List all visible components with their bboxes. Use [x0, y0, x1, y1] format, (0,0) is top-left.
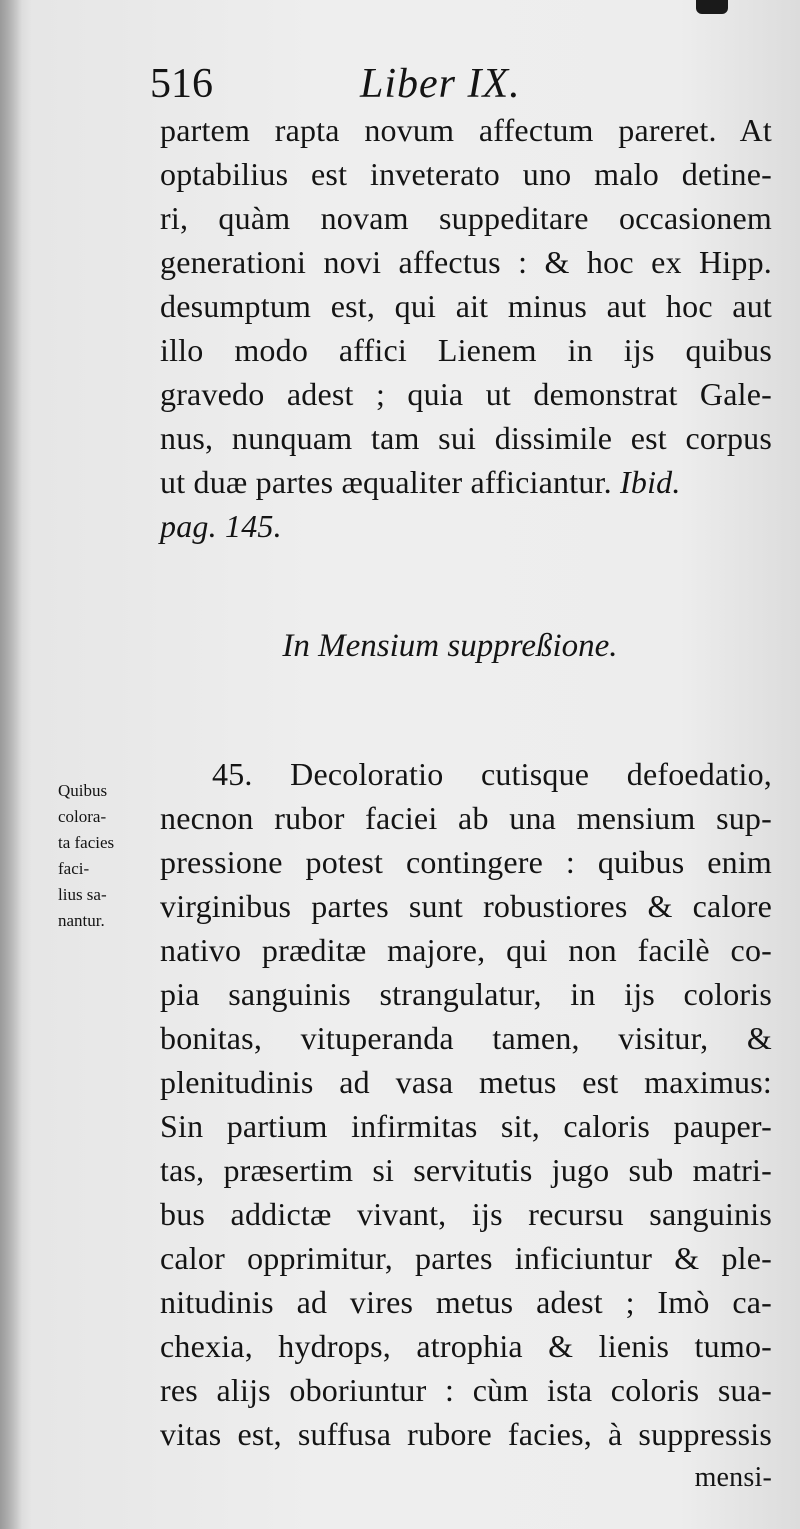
catchword: mensi-: [694, 1462, 772, 1493]
text-line: partem rapta novum affectum pareret. At: [160, 112, 772, 148]
text-line: 45. Decoloratio cutisque defoedatio,: [212, 756, 772, 792]
text-line: [160, 460, 772, 504]
text-line: nitudinis ad vires metus adest ; Imò ca-: [160, 1284, 772, 1320]
text-line: tas, præsertim si servitutis jugo sub matri-: [160, 1152, 772, 1188]
text-line: vitas est, suffusa rubore facies, à suppressis: [160, 1416, 772, 1452]
running-head: Liber IX.: [360, 61, 521, 107]
citation-page: pag. 145.: [160, 508, 282, 544]
text-line: res alijs oboriuntur : cùm ista coloris sua-: [160, 1372, 772, 1408]
text-line: chexia, hydrops, atrophia & lienis tumo-: [160, 1328, 772, 1364]
text-line: pia sanguinis strangulatur, in ijs coloris: [160, 976, 772, 1012]
text-line: generationi novi affectus : & hoc ex Hipp.: [160, 244, 772, 280]
text-line: gravedo adest ; quia ut demonstrat Gale-: [160, 376, 772, 412]
marginal-note-line: ta facies: [58, 833, 115, 852]
text-line: pressione potest contingere : quibus enim: [160, 844, 772, 880]
text-line: illo modo affici Lienem in ijs quibus: [160, 332, 772, 368]
marginal-note-line: faci-: [58, 859, 90, 878]
section-heading: In Mensium suppreßione.: [282, 628, 618, 664]
page-number: 516: [150, 61, 213, 107]
marginal-note-line: colora-: [58, 807, 107, 826]
paragraph-2: [160, 752, 772, 1500]
text-line: calor opprimitur, partes inficiuntur & ple-: [160, 1240, 772, 1276]
text-line: necnon rubor faciei ab una mensium sup-: [160, 800, 772, 836]
text-line: optabilius est inveterato uno malo detine-: [160, 156, 772, 192]
text-line: nus, nunquam tam sui dissimile est corpus: [160, 420, 772, 456]
page-top-mark: [696, 0, 728, 14]
text-line: virginibus partes sunt robustiores & calore: [160, 888, 772, 924]
citation: Ibid.: [620, 464, 681, 500]
text-line: plenitudinis ad vasa metus est maximus:: [160, 1064, 772, 1100]
text-line: Sin partium infirmitas sit, caloris pauper-: [160, 1108, 772, 1144]
text-line-body: ut duæ partes æqualiter afficiantur.: [160, 464, 621, 500]
gutter-shadow: [0, 0, 22, 1529]
paragraph-1: [160, 108, 772, 548]
marginal-note: [58, 778, 170, 934]
marginal-note-line: nantur.: [58, 911, 105, 930]
text-line: nativo præditæ majore, qui non facilè co-: [160, 932, 772, 968]
marginal-note-line: Quibus: [58, 781, 108, 800]
page-header: [150, 60, 770, 110]
text-line: desumptum est, qui ait minus aut hoc aut: [160, 288, 772, 324]
marginal-note-line: lius sa-: [58, 885, 107, 904]
text-line: bus addictæ vivant, ijs recursu sanguinis: [160, 1196, 772, 1232]
text-line: bonitas, vituperanda tamen, visitur, &: [160, 1020, 772, 1056]
text-line: ri, quàm novam suppeditare occasionem: [160, 200, 772, 236]
